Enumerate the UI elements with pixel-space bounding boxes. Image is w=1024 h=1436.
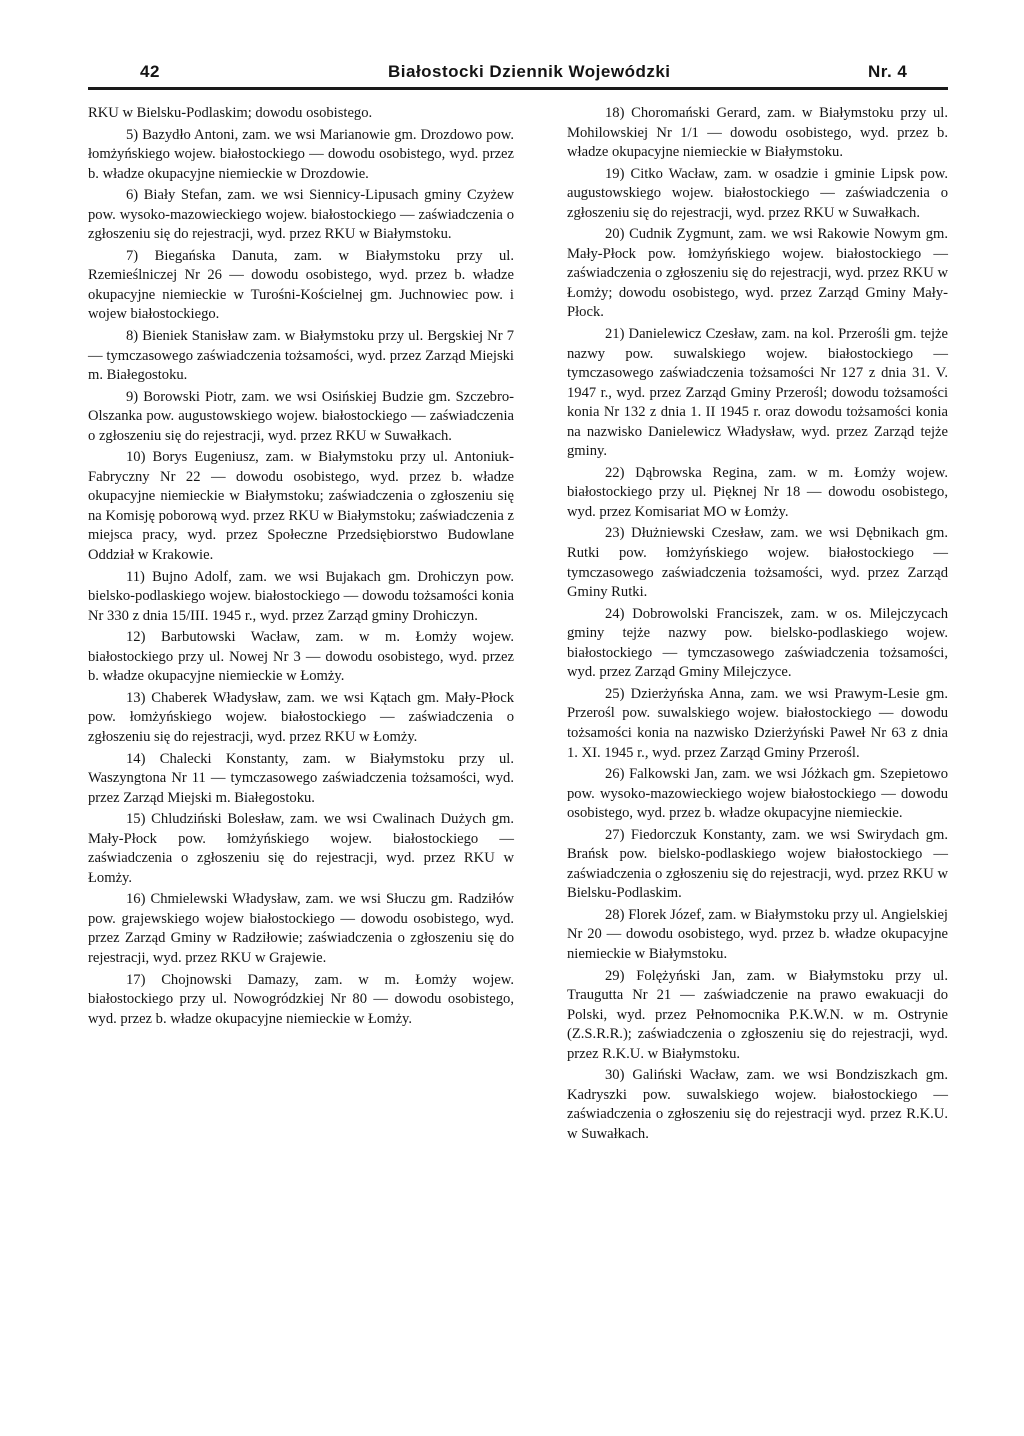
entry: 13) Chaberek Władysław, zam. we wsi Kątach gm. Mały-Płock pow. łomżyńskiego wojew. białostockiego — zaświadczenia o zgłoszeniu się do rejestracji, wyd. przez RKU w Łomży.	[88, 689, 514, 745]
entry: 21) Danielewicz Czesław, zam. na kol. Przerośli gm. tejże nazwy pow. suwalskiego wojew. białostockiego — tymczasowego zaświadczenia tożsamości Nr 127 z dnia 31. V. 1947 r., wyd. przez Zarząd Gminy Przerośl; dowodu tożsamości konia Nr 132 z dnia 1. II 1945 r. oraz dowodu tożsamości konia na nazwisko Danielewicz Władysław, wyd. przez Zarząd tejże gminy.	[567, 326, 948, 460]
entry: 7) Biegańska Danuta, zam. w Białymstoku przy ul. Rzemieślniczej Nr 26 — dowodu osobistego, wyd. przez b. władze okupacyjne niemieckie w Turośni-Kościelnej gm. Juchnowiec pow. i wojew białostockiego.	[88, 247, 514, 323]
entry: 20) Cudnik Zygmunt, zam. we wsi Rakowie Nowym gm. Mały-Płock pow. łomżyńskiego wojew. białostockiego — zaświadczenia o zgłoszeniu się do rejestracji, wyd. przez RKU w Łomży; dowodu osobistego, wyd. przez Zarząd Gminy Mały-Płock.	[567, 226, 948, 321]
entry: 22) Dąbrowska Regina, zam. w m. Łomży wojew. białostockiego przy ul. Pięknej Nr 18 — dowodu osobistego, wyd. przez Komisariat MO w Łomży.	[567, 464, 948, 520]
entry: 19) Citko Wacław, zam. w osadzie i gminie Lipsk pow. augustowskiego wojew. białostockiego — zaświadczenia o zgłoszeniu się do rejestracji, wyd. przez RKU w Suwałkach.	[567, 165, 948, 221]
entry: 5) Bazydło Antoni, zam. we wsi Marianowie gm. Drozdowo pow. łomżyńskiego wojew. białostockiego — dowodu osobistego, wyd. przez b. władze okupacyjne niemieckie w Drozdowie.	[88, 126, 514, 182]
entry: 29) Folężyński Jan, zam. w Białymstoku przy ul. Traugutta Nr 21 — zaświadczenie na prawo ewakuacji do Polski, wyd. przez Pełnomocnika P.K.W.N. w m. Ostrynie (Z.S.R.R.); zaświadczenia o zgłoszeniu się do rejestracji, wyd. przez R.K.U. w Białymstoku.	[567, 967, 948, 1062]
entry: 9) Borowski Piotr, zam. we wsi Osińskiej Budzie gm. Szczebro-Olszanka pow. augustowskiego wojew. białostockiego — zaświadczenia o zgłoszeniu się do rejestracji, wyd. przez RKU w Suwałkach.	[88, 388, 514, 444]
right-column	[567, 104, 948, 1146]
entry: 14) Chalecki Konstanty, zam. w Białymstoku przy ul. Waszyngtona Nr 11 — tymczasowego zaświadczenia tożsamości, wyd. przez Zarząd Miejski m. Białegostoku.	[88, 750, 514, 806]
entry: 10) Borys Eugeniusz, zam. w Białymstoku przy ul. Antoniuk-Fabryczny Nr 22 — dowodu osobistego, wyd. przez b. władze okupacyjne niemieckie w Białymstoku; zaświadczenia o zgłoszeniu się na Komisję poborową wyd. przez RKU w Białymstoku; zaświadczenia z miejsca pracy, wyd. przez Społeczne Przedsiębiorstwo Budowlane Oddział w Krakowie.	[88, 449, 514, 564]
entry: 16) Chmielewski Władysław, zam. we wsi Słuczu gm. Radziłów pow. grajewskiego wojew białostockiego — dowodu osobistego, wyd. przez Zarząd Gminy w Radziłowie; zaświadczenia o zgłoszeniu się do rejestracji, wyd. przez RKU w Grajewie.	[88, 891, 514, 966]
entry: 24) Dobrowolski Franciszek, zam. w os. Milejczycach gminy tejże nazwy pow. bielsko-podlaskiego wojew. białostockiego — tymczasowego zaświadczenia tożsamości, wyd. przez Zarząd Gminy Milejczyce.	[567, 605, 948, 681]
entry: 28) Florek Józef, zam. w Białymstoku przy ul. Angielskiej Nr 20 — dowodu osobistego, wyd. przez b. władze okupacyjne niemieckie w Białymstoku.	[567, 906, 948, 962]
header-rule	[88, 87, 948, 90]
page-header	[88, 62, 948, 86]
entry: 17) Chojnowski Damazy, zam. w m. Łomży wojew. białostockiego przy ul. Nowogródzkiej Nr 80 — dowodu osobistego, wyd. przez b. władze okupacyjne niemieckie w Łomży.	[88, 971, 514, 1027]
entry: 11) Bujno Adolf, zam. we wsi Bujakach gm. Drohiczyn pow. bielsko-podlaskiego wojew. białostockiego — dowodu tożsamości konia Nr 330 z dnia 15/III. 1945 r., wyd. przez Zarząd gminy Drohiczyn.	[88, 568, 514, 624]
entry: 27) Fiedorczuk Konstanty, zam. we wsi Swirydach gm. Brańsk pow. bielsko-podlaskiego wojew białostockiego — zaświadczenia o zgłoszeniu się do rejestracji, wyd. przez RKU w Bielsku-Podlaskim.	[567, 826, 948, 902]
issue-number: Nr. 4	[868, 62, 908, 81]
entry: 23) Dłużniewski Czesław, zam. we wsi Dębnikach gm. Rutki pow. łomżyńskiego wojew. białostockiego — tymczasowego zaświadczenia tożsamości, wyd. przez Zarząd Gminy Rutki.	[567, 525, 948, 601]
entry: 30) Galiński Wacław, zam. we wsi Bondziszkach gm. Kadryszki pow. suwalskiego wojew. białostockiego — zaświadczenia o zgłoszeniu się do rejestracji wyd. przez R.K.U. w Suwałkach.	[567, 1067, 948, 1142]
left-column	[88, 104, 514, 1031]
entry: 18) Choromański Gerard, zam. w Białymstoku przy ul. Mohilowskiej Nr 1/1 — dowodu osobistego, wyd. przez b. władze okupacyjne niemieckie w Białymstoku.	[567, 105, 948, 161]
entry: 15) Chludziński Bolesław, zam. we wsi Cwalinach Dużych gm. Mały-Płock pow. łomżyńskiego wojew. białostockiego — zaświadczenia o zgłoszeniu się do rejestracji, wyd. przez RKU w Łomży.	[88, 811, 514, 886]
publication-title: Białostocki Dziennik Wojewódzki	[388, 62, 671, 81]
entry: 25) Dzierżyńska Anna, zam. we wsi Prawym-Lesie gm. Przerośl pow. suwalskiego wojew. białostockiego — dowodu tożsamości konia na nazwisko Dzierżyński Paweł Nr 63 z dnia 1. XI. 1945 r., wyd. przez Zarząd Gminy Przerośl.	[567, 685, 948, 761]
entry: 6) Biały Stefan, zam. we wsi Siennicy-Lipusach gminy Czyżew pow. wysoko-mazowieckiego wojew. białostockiego — zaświadczenia o zgłoszeniu się do rejestracji, wyd. przez RKU w Białymstoku.	[88, 187, 514, 243]
entry: 12) Barbutowski Wacław, zam. w m. Łomży wojew. białostockiego przy ul. Nowej Nr 3 — dowodu osobistego, wyd. przez b. władze okupacyjne niemieckie w Łomży.	[88, 629, 514, 685]
entry: RKU w Bielsku-Podlaskim; dowodu osobistego.	[88, 105, 373, 121]
page-number: 42	[140, 62, 160, 81]
entry: 26) Falkowski Jan, zam. we wsi Jóżkach gm. Szepietowo pow. wysoko-mazowieckiego wojew białostockiego — dowodu osobistego, wyd. przez b. władze okupacyjne niemieckie.	[567, 766, 948, 822]
entry: 8) Bieniek Stanisław zam. w Białymstoku przy ul. Bergskiej Nr 7 — tymczasowego zaświadczenia tożsamości, wyd. przez Zarząd Miejski m. Białegostoku.	[88, 328, 514, 384]
